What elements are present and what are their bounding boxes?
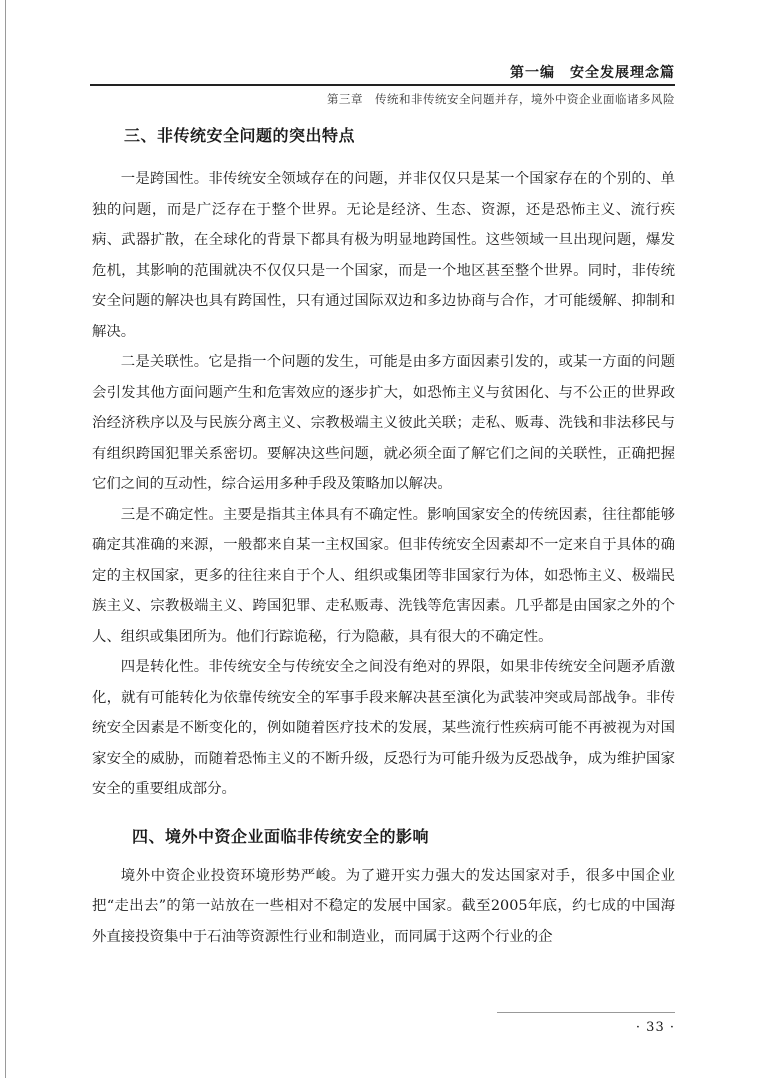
page-number: · 33 · <box>635 1020 675 1035</box>
page-body <box>92 122 675 952</box>
header-rule <box>90 84 675 86</box>
running-header-chapter: 第三章 传统和非传统安全问题并存，境外中资企业面临诸多风险 <box>327 92 675 106</box>
paragraph-relevance: 二是关联性。它是指一个问题的发生，可能是由多方面因素引发的，或某一方面的问题会引发其他方面问题产生和危害效应的逐步扩大，如恐怖主义与贫困化、与不公正的世界政治经济秩序以及与民族分离主义、宗教极端主义彼此关联；走私、贩毒、洗钱和非法移民与有组织跨国犯罪关系密切。要解决这些问题，就必须全面了解它们之间的关联性，正确把握它们之间的互动性，综合运用多种手段及策略加以解决。 <box>92 354 675 492</box>
running-header-part: 第一编 安全发展理念篇 <box>510 65 675 81</box>
paragraph-uncertainty: 三是不确定性。主要是指其主体具有不确定性。影响国家安全的传统因素，往往都能够确定其准确的来源，一般都来自某一主权国家。但非传统安全因素却不一定来自于具体的确定的主权国家，更多的往往来自于个人、组织或集团等非国家行为体，如恐怖主义、极端民族主义、宗教极端主义、跨国犯罪、走私贩毒、洗钱等危害因素。几乎都是由国家之外的个人、组织或集团所为。他们行踪诡秘，行为隐蔽，具有很大的不确定性。 <box>92 506 675 645</box>
paragraph-transnational: 一是跨国性。非传统安全领域存在的问题，并非仅仅只是某一个国家存在的个别的、单独的问题，而是广泛存在于整个世界。无论是经济、生态、资源，还是恐怖主义、流行疾病、武器扩散，在全球化的背景下都具有极为明显地跨国性。这些领域一旦出现问题，爆发危机，其影响的范围就决不仅仅只是一个国家，而是一个地区甚至整个世界。同时，非传统安全问题的解决也具有跨国性，只有通过国际双边和多边协商与合作，才可能缓解、抑制和解决。 <box>92 171 675 340</box>
section-heading-3: 三、非传统安全问题的突出特点 <box>124 126 356 145</box>
section-heading-4: 四、境外中资企业面临非传统安全的影响 <box>132 826 430 846</box>
paragraph-investment-environment: 境外中资企业投资环境形势严峻。为了避开实力强大的发达国家对手，很多中国企业把“走出去”的第一站放在一些相对不稳定的发展中国家。截至2005年底，约七成的中国海外直接投资集中于石油等资源性行业和制造业，而同属于这两个行业的企 <box>92 867 675 945</box>
paragraph-transformation: 四是转化性。非传统安全与传统安全之间没有绝对的界限，如果非传统安全问题矛盾激化，就有可能转化为依靠传统安全的军事手段来解决甚至演化为武装冲突或局部战争。非传统安全因素是不断变化的，例如随着医疗技术的发展，某些流行性疾病可能不再被视为对国家安全的威胁，而随着恐怖主义的不断升级，反恐行为可能升级为反恐战争，成为维护国家安全的重要组成部分。 <box>92 659 675 797</box>
footer-rule <box>497 1012 675 1013</box>
page-edge-rule <box>5 0 6 1078</box>
